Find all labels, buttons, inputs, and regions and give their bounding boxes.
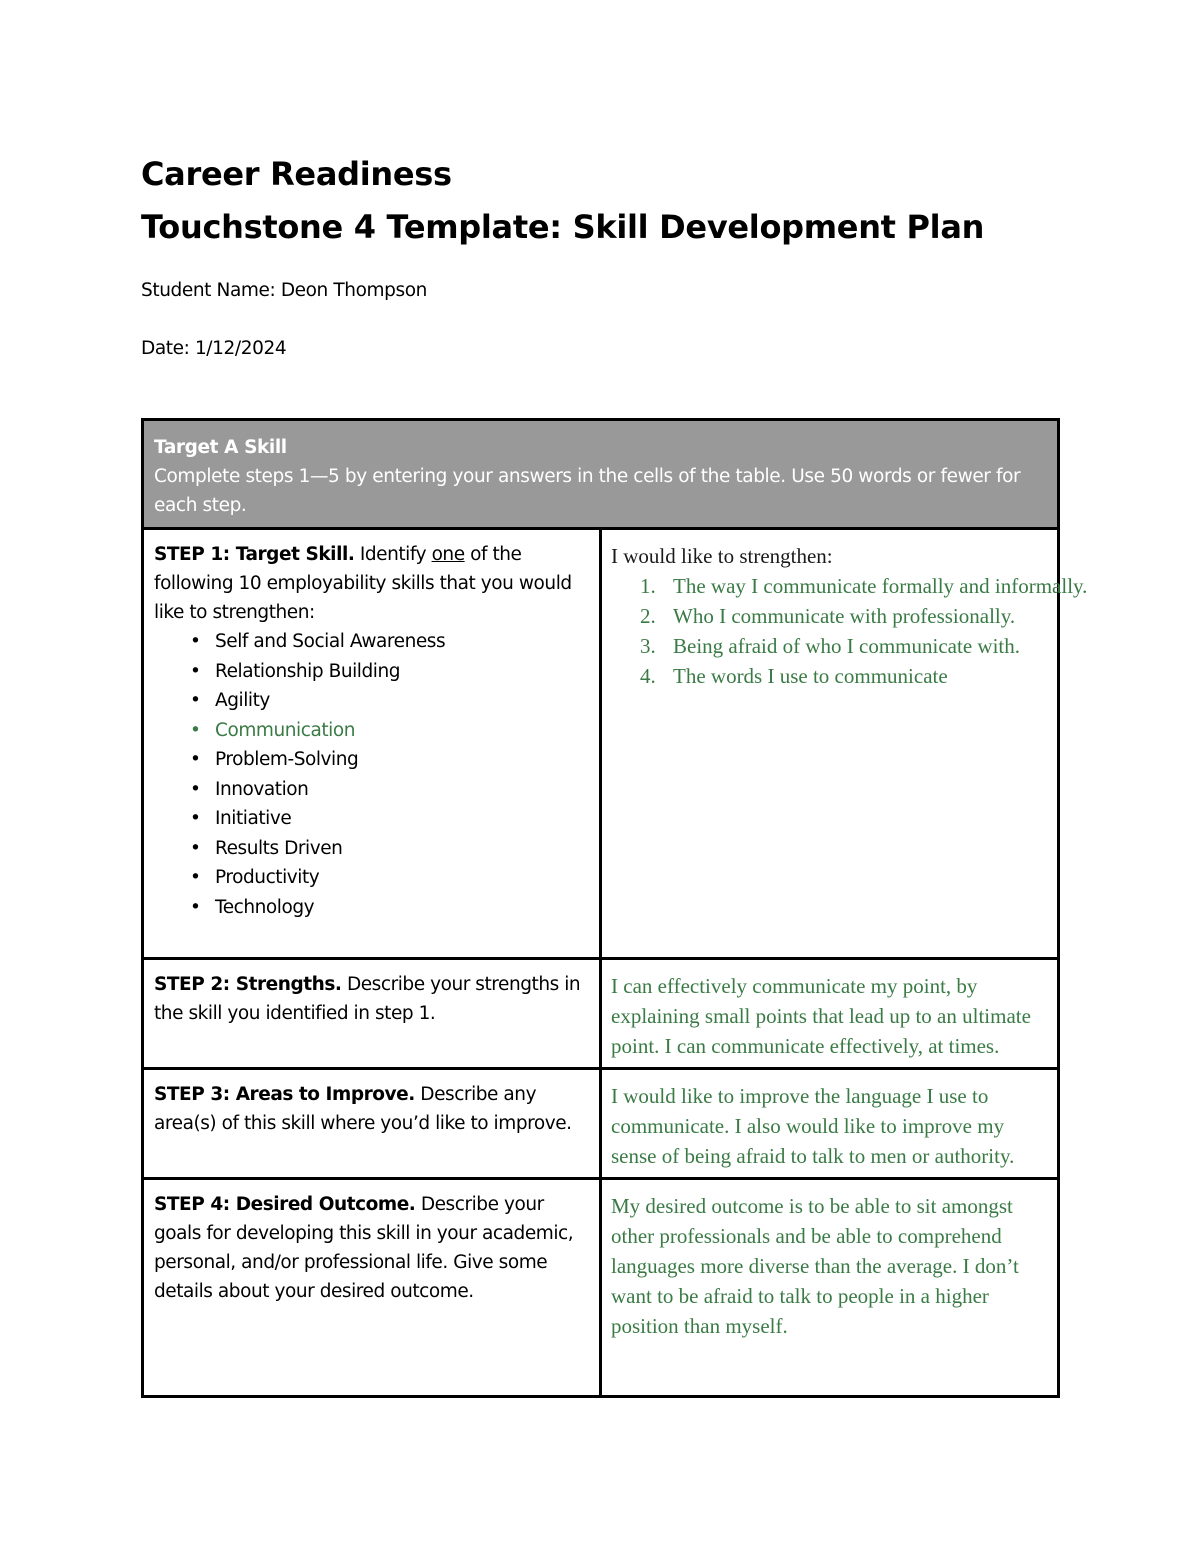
skill-development-table [141,418,1088,1398]
step-1-answer-list [611,571,1088,691]
skill-list-item [154,627,589,657]
bullet-icon: • [190,778,201,800]
answer-item-text: The way I communicate formally and informally. [673,574,1088,598]
skill-label: Relationship Building [215,660,401,682]
skill-label: Communication [215,719,355,741]
student-name-line [141,279,427,303]
step-4-label: STEP 4: Desired Outcome. [154,1194,416,1215]
skill-label: Self and Social Awareness [215,631,446,652]
skill-list-item [154,716,589,746]
step-1-prompt-post: of the following 10 employability skills that you would like to strengthen: [154,544,572,623]
answer-item-text: Being afraid of who I communicate with. [673,634,1020,658]
bullet-icon: • [190,867,201,888]
step-3-prompt: Describe any area(s) of this skill where you’d like to improve. [154,1084,572,1134]
bullet-icon: • [190,837,201,859]
step-2-prompt-cell [143,959,601,1069]
answer-item-number: 3. [640,634,656,658]
skill-label: Results Driven [215,837,343,859]
skill-label: Technology [215,896,315,918]
skill-list-item [154,804,589,834]
skill-label: Initiative [215,808,292,829]
title-line-2: Touchstone 4 Template: Skill Development Plan [141,208,985,246]
step-4-answer: My desired outcome is to be able to sit amongst other professionals and be able to comprehend languages more diverse than the average. I don’t want to be afraid to talk to people in a higher position than myself. [611,1194,1019,1338]
step-4-answer-cell[interactable] [601,1179,1059,1397]
skill-list-item [154,745,589,775]
bullet-icon: • [190,749,201,770]
skill-list-item [154,686,589,716]
skill-label: Problem-Solving [215,749,359,770]
skills-list [154,627,589,922]
title-line-1: Career Readiness [141,155,452,193]
table-header-instructions: Complete steps 1—5 by entering your answers in the cells of the table. Use 50 words or fewer for each step. [154,466,1021,516]
answer-item-number: 4. [640,664,656,688]
skill-list-item [154,775,589,805]
step-3-row [143,1069,1059,1179]
date-label: Date: [141,338,190,359]
step-3-prompt-cell [143,1069,601,1179]
step-1-answer-intro: I would like to strengthen: [611,544,833,568]
step-4-row [143,1179,1059,1397]
table-header-title: Target A Skill [154,437,287,458]
student-name-value: Deon Thompson [280,280,427,301]
answer-list-item [611,631,1048,661]
answer-list-item [611,601,1048,631]
step-4-prompt-cell [143,1179,601,1397]
step-1-answer-cell[interactable] [601,529,1088,959]
skill-list-item [154,834,589,864]
skill-list-item [154,863,589,893]
bullet-icon: • [190,660,201,682]
student-name-label: Student Name: [141,280,276,301]
skill-list-item [154,893,589,923]
bullet-icon: • [190,631,201,652]
bullet-icon: • [190,808,201,829]
step-2-label: STEP 2: Strengths. [154,974,342,995]
step-1-label: STEP 1: Target Skill. [154,544,355,565]
table-header-cell [143,420,1059,529]
date-line [141,337,286,361]
bullet-icon: • [190,896,201,918]
step-2-row [143,959,1059,1069]
step-1-prompt-pre: Identify [359,544,427,565]
step-3-answer-cell[interactable] [601,1069,1059,1179]
step-2-prompt: Describe your strengths in the skill you identified in step 1. [154,974,581,1024]
date-value: 1/12/2024 [194,338,287,359]
skill-label: Innovation [215,778,309,800]
step-3-answer: I would like to improve the language I use to communicate. I also would like to improve my sense of being afraid to talk to men or authority. [611,1084,1015,1168]
step-1-prompt-emphasis: one [431,544,465,565]
answer-item-text: Who I communicate with professionally. [673,604,1016,628]
step-3-label: STEP 3: Areas to Improve. [154,1084,415,1105]
page-title [141,148,984,254]
step-2-answer: I can effectively communicate my point, by explaining small points that lead up to an ultimate point. I can communicate effectively, at times. [611,974,1031,1058]
step-2-answer-cell[interactable] [601,959,1059,1069]
step-4-prompt: Describe your goals for developing this skill in your academic, personal, and/or professional life. Give some details about your desired outcome. [154,1194,574,1302]
answer-item-number: 1. [640,574,656,598]
step-1-prompt-cell [143,529,601,959]
bullet-icon: • [190,690,201,711]
table-header-row [143,420,1059,529]
step-1-row [143,529,1059,959]
bullet-icon: • [190,719,201,741]
skill-label: Productivity [215,867,320,888]
skill-list-item [154,657,589,687]
answer-item-number: 2. [640,604,656,628]
skill-label: Agility [215,690,270,711]
answer-list-item [611,571,1088,601]
answer-list-item [611,661,1048,691]
answer-item-text: The words I use to communicate [673,664,948,688]
